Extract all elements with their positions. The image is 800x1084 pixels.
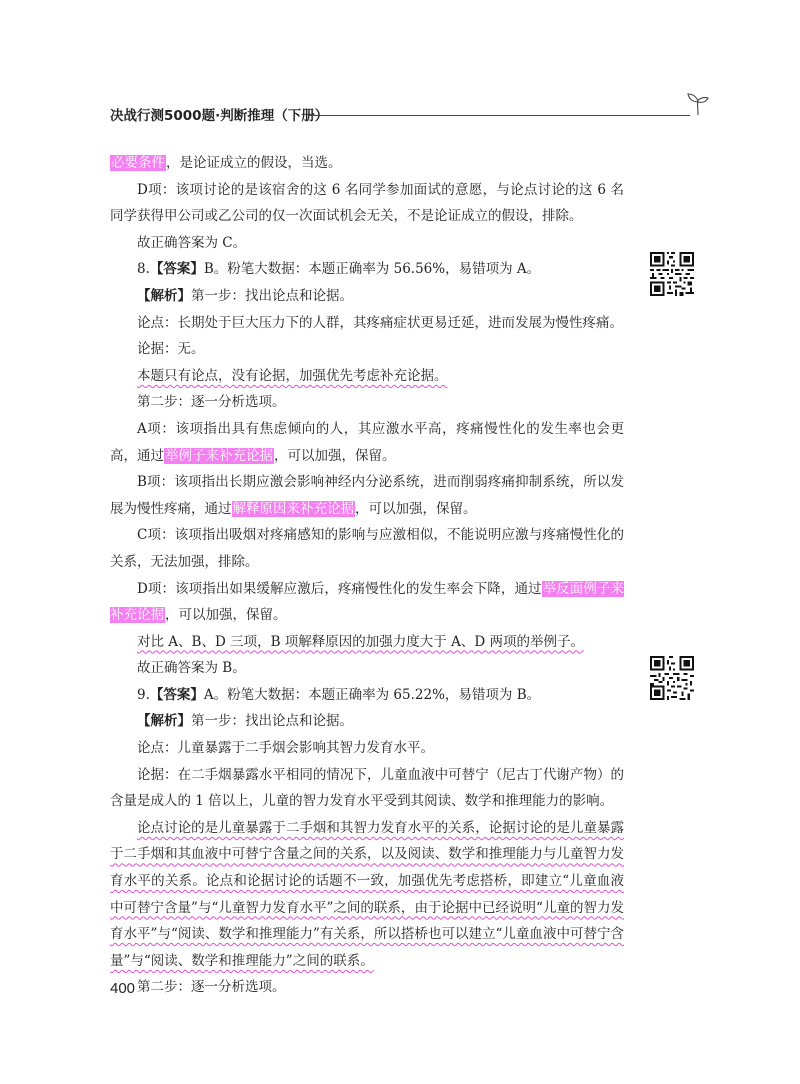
highlight: 举反面例子来补充论据 [110, 580, 625, 624]
header-rule [308, 115, 690, 116]
paragraph: 必要条件，是论证成立的假设，当选。 [111, 155, 342, 171]
highlight: 必要条件 [111, 155, 165, 171]
q9-note: 论点讨论的是儿童暴露于二手烟和其智力发育水平的关系，论据讨论的是儿童暴露于二手烟和其血液中可替宁含量之间的关系，以及阅读、数学和推理能力与儿童智力发育水平的关系。论点和论据讨论的话题不一致，加强优先考虑搭桥，即建立“儿童血液中可替宁含量”与“儿童智力发育水平”之间的联系，由于论据中已经说明“儿童的智力发育水平”与“阅读、数学和推理能力”有关系，所以搭桥也可以建立“儿童血液中可替宁含量”与“阅读、数学和推理能力”之间的联系。 [110, 819, 624, 969]
q8-final: 故正确答案为 B。 [137, 660, 246, 677]
page-header [110, 104, 710, 124]
q9-answer: 9.【答案】A。粉笔大数据：本题正确率为 65.22%，易错项为 B。 [137, 686, 541, 703]
q8-step2: 第二步：逐一分析选项。 [137, 394, 286, 411]
sprout-icon [686, 90, 710, 116]
q8-claim: 论点：长期处于巨大压力下的人群，其疼痛症状更易迁延，进而发展为慢性疼痛。 [137, 314, 623, 331]
q8-evidence: 论据：无。 [137, 341, 205, 358]
paragraph: 故正确答案为 C。 [137, 234, 247, 251]
page-number: 400 [110, 980, 136, 997]
q8-analysis: 【解析】第一步：找出论点和论据。 [137, 287, 353, 304]
book-title: 决战行测5000题·判断推理（下册） [110, 108, 329, 124]
q8-option-c: C项：该项指出吸烟对疼痛感知的影响与应激相似，不能说明应激与疼痛慢性化的关系，无法加强，排除。 [110, 527, 624, 570]
q8-option-b: B项：该项指出长期应激会影响神经内分泌系统，进而削弱疼痛抑制系统，所以发展为慢性疼痛，通过解释原因来补充论据，可以加强，保留。 [110, 474, 624, 517]
qr-code-icon[interactable] [650, 656, 694, 700]
answer-explanations [110, 150, 624, 1001]
q8-compare: 对比 A、B、D 三项，B 项解释原因的加强力度大于 A、D 两项的举例子。 [137, 633, 584, 650]
q9-step2: 第二步：逐一分析选项。 [137, 979, 286, 996]
qr-code-icon[interactable] [650, 252, 694, 296]
paragraph: D项：该项讨论的是该宿舍的这 6 名同学参加面试的意愿，与论点讨论的这 6 名同学获得甲公司或乙公司的仅一次面试机会无关，不是论证成立的假设，排除。 [110, 181, 624, 225]
highlight: 举例子来补充论据 [165, 447, 273, 464]
highlight: 解释原因来补充论据 [232, 500, 354, 517]
q9-analysis: 【解析】第一步：找出论点和论据。 [137, 713, 353, 730]
q8-option-d: D项：该项指出如果缓解应激后，疼痛慢性化的发生率会下降，通过举反面例子来补充论据，可以加强，保留。 [110, 580, 625, 624]
q8-note: 本题只有论点，没有论据，加强优先考虑补充论据。 [137, 367, 448, 384]
q9-claim: 论点：儿童暴露于二手烟会影响其智力发育水平。 [137, 740, 434, 757]
q9-evidence: 论据：在二手烟暴露水平相同的情况下，儿童血液中可替宁（尼古丁代谢产物）的含量是成人的 1 倍以上，儿童的智力发育水平受到其阅读、数学和推理能力的影响。 [110, 766, 624, 810]
q8-answer: 8.【答案】B。粉笔大数据：本题正确率为 56.56%，易错项为 A。 [137, 261, 541, 278]
q8-option-a: A项：该项指出具有焦虑倾向的人，其应激水平高，疼痛慢性化的发生率也会更高，通过举例子来补充论据，可以加强，保留。 [110, 420, 624, 464]
